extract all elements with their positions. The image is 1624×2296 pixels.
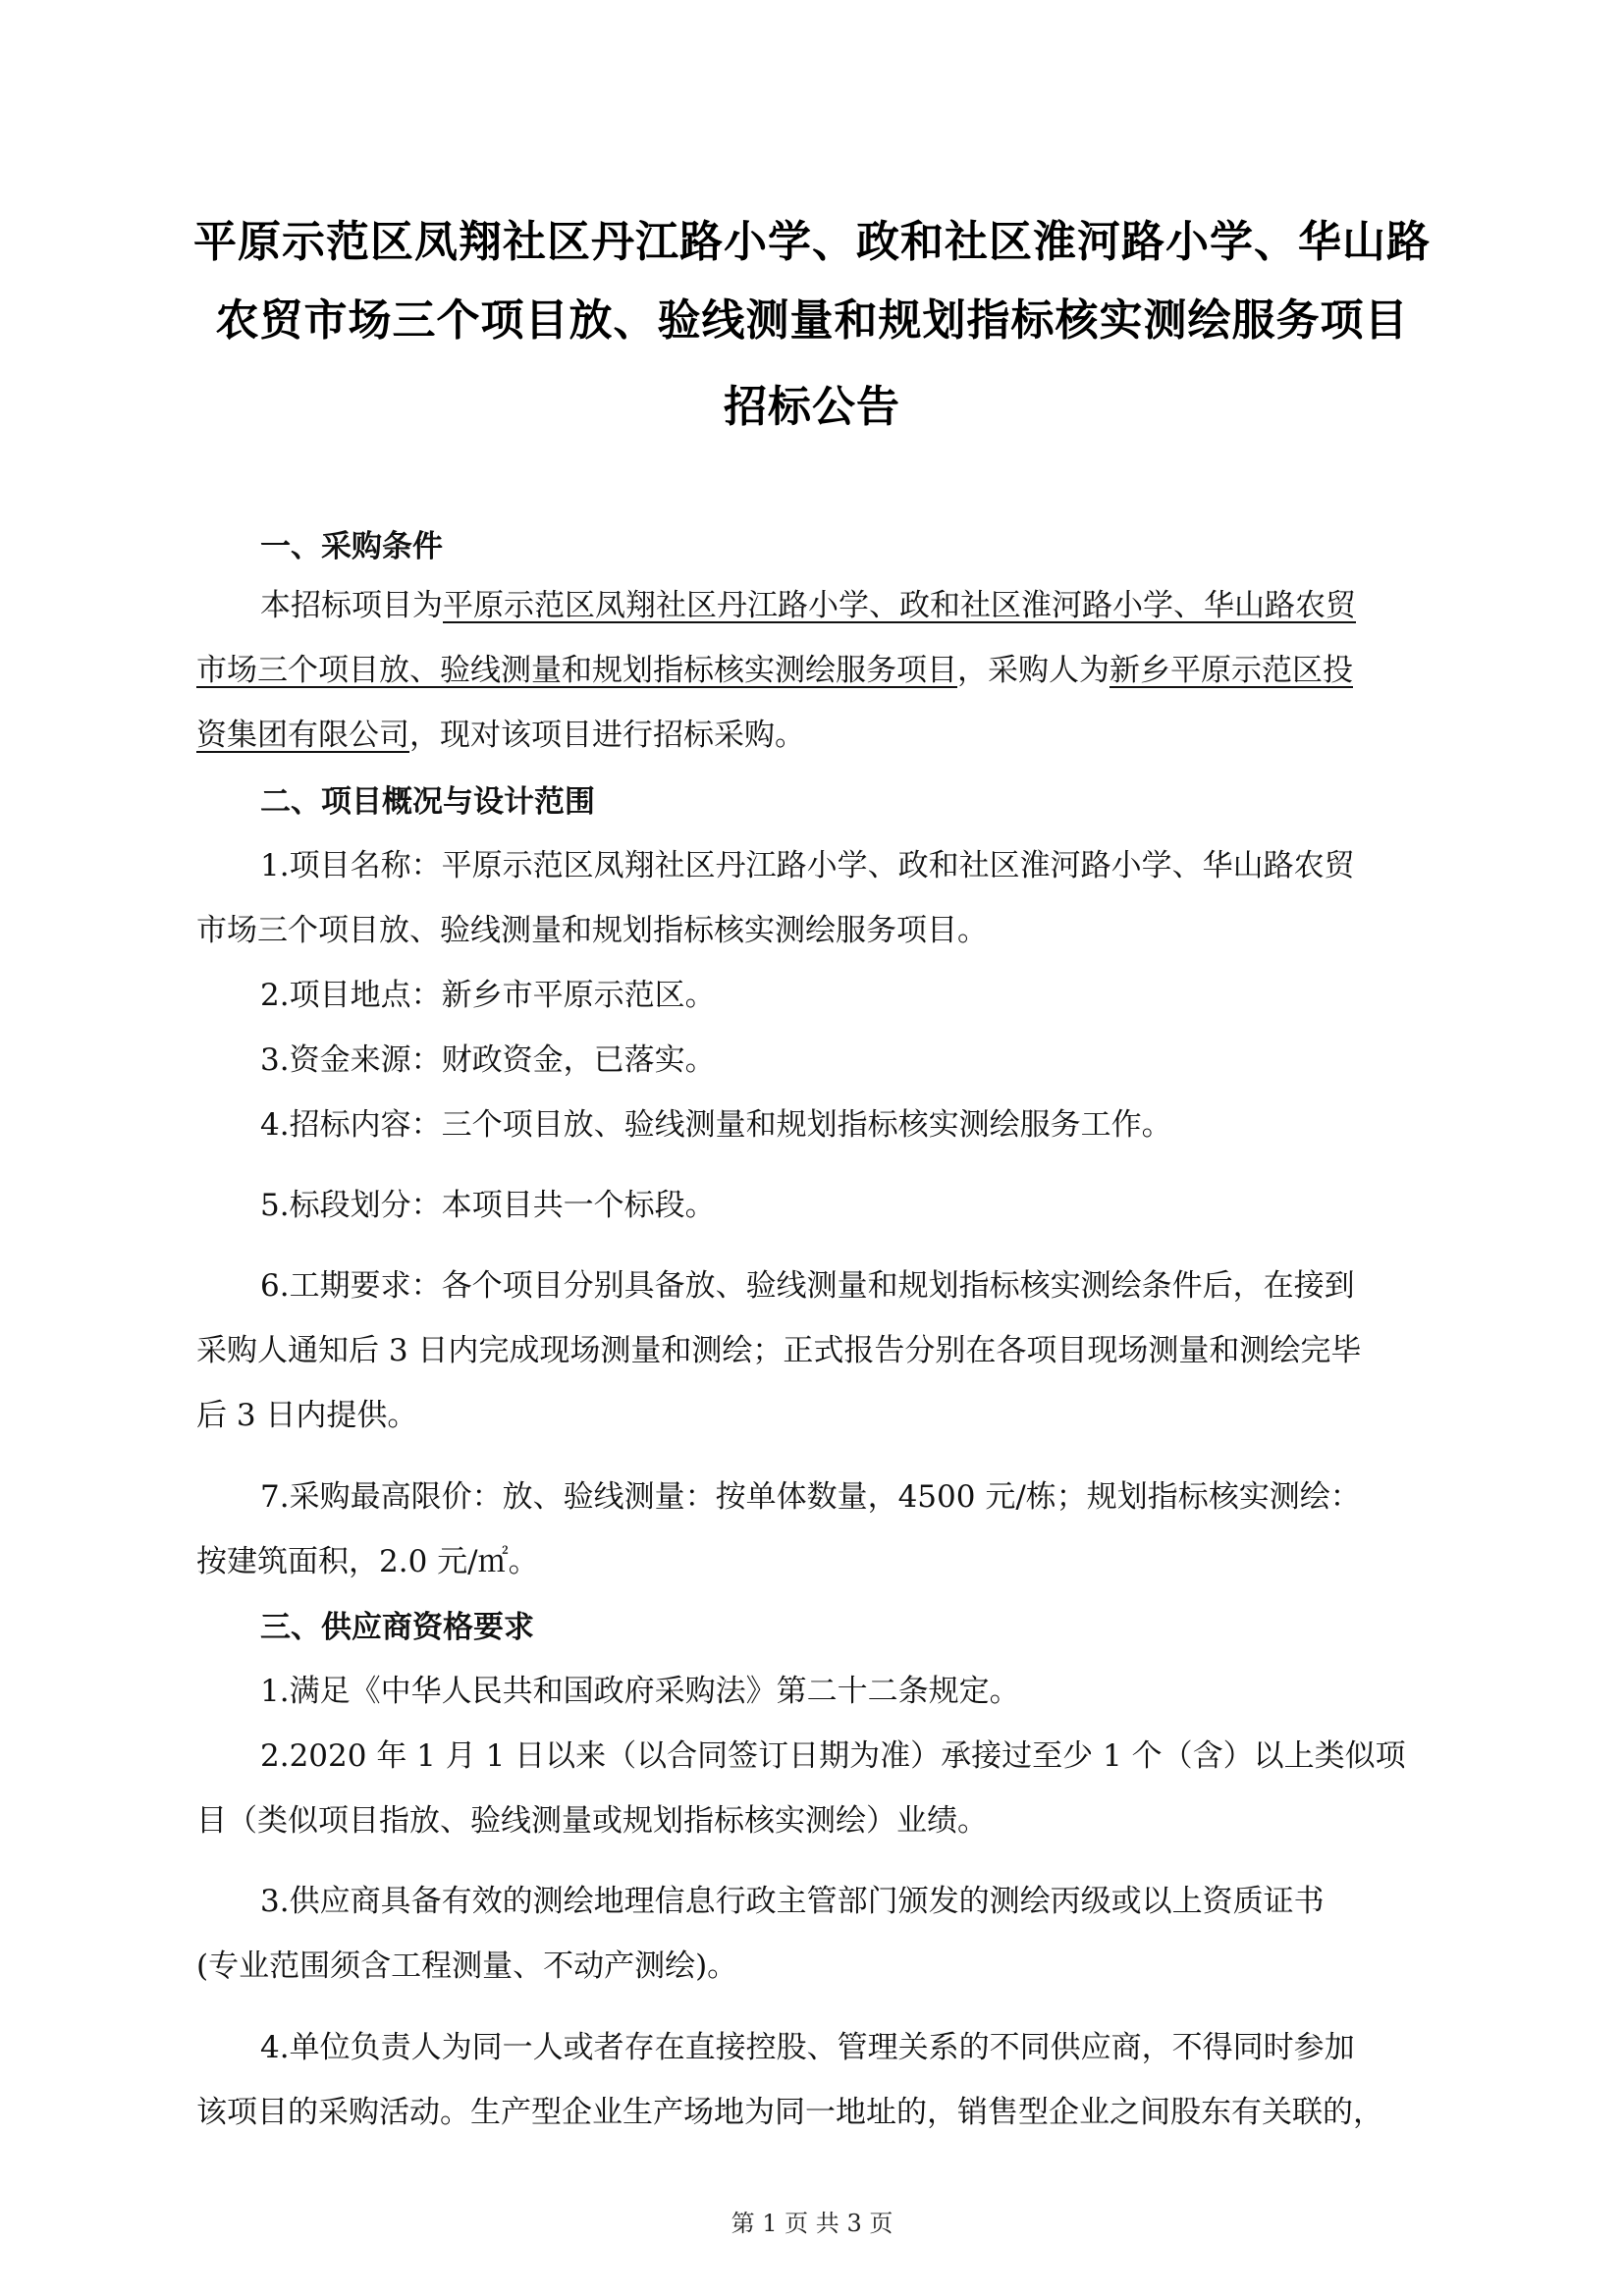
purchaser-name-underlined: 资集团有限公司 — [196, 718, 409, 753]
item-bid-content: 4.招标内容：三个项目放、验线测量和规划指标核实测绘服务工作。 — [260, 1107, 1172, 1143]
item-procurement-law: 1.满足《中华人民共和国政府采购法》第二十二条规定。 — [260, 1674, 1020, 1709]
section-heading-project-overview: 二、项目概况与设计范围 — [260, 784, 595, 820]
text-span: ，现对该项目进行招标采购。 — [409, 718, 805, 753]
item-price-limit-line-2: 按建筑面积，2.0 元/㎡。 — [196, 1544, 539, 1579]
title-line-3: 招标公告 — [724, 382, 900, 432]
text-span: 本招标项目为 — [260, 588, 443, 623]
text-span: ，采购人为 — [957, 653, 1110, 688]
item-lot-division: 5.标段划分：本项目共一个标段。 — [260, 1188, 716, 1223]
page-footer: 第 1 页 共 3 页 — [731, 2210, 893, 2237]
item-project-name-line-2: 市场三个项目放、验线测量和规划指标核实测绘服务项目。 — [196, 913, 988, 948]
section-heading-supplier-qualifications: 三、供应商资格要求 — [260, 1610, 534, 1645]
title-line-2: 农贸市场三个项目放、验线测量和规划指标核实测绘服务项目 — [215, 295, 1409, 346]
item-schedule-line-2: 采购人通知后 3 日内完成现场测量和测绘；正式报告分别在各项目现场测量和测绘完毕 — [196, 1333, 1362, 1368]
project-name-underlined: 市场三个项目放、验线测量和规划指标核实测绘服务项目 — [196, 653, 957, 688]
section-heading-procurement-conditions: 一、采购条件 — [260, 529, 443, 564]
item-schedule-line-3: 后 3 日内提供。 — [196, 1398, 418, 1433]
project-name-underlined: 平原示范区凤翔社区丹江路小学、政和社区淮河路小学、华山路农贸 — [443, 588, 1356, 623]
item-experience-line-1: 2.2020 年 1 月 1 日以来（以合同签订日期为准）承接过至少 1 个（含）以上类似项 — [260, 1738, 1406, 1774]
item-schedule-line-1: 6.工期要求：各个项目分别具备放、验线测量和规划指标核实测绘条件后，在接到 — [260, 1268, 1355, 1304]
item-project-location: 2.项目地点：新乡市平原示范区。 — [260, 978, 716, 1013]
item-relationship-line-1: 4.单位负责人为同一人或者存在直接控股、管理关系的不同供应商，不得同时参加 — [260, 2030, 1355, 2065]
item-relationship-line-2: 该项目的采购活动。生产型企业生产场地为同一地址的，销售型企业之间股东有关联的， — [196, 2095, 1383, 2130]
paragraph-line — [196, 716, 1453, 755]
purchaser-name-underlined: 新乡平原示范区投 — [1110, 653, 1353, 688]
paragraph-line — [260, 586, 1517, 625]
item-price-limit-line-1: 7.采购最高限价：放、验线测量：按单体数量，4500 元/栋；规划指标核实测绘： — [260, 1479, 1361, 1515]
item-fund-source: 3.资金来源：财政资金，已落实。 — [260, 1042, 716, 1078]
paragraph-line — [196, 651, 1453, 690]
title-line-1: 平原示范区凤翔社区丹江路小学、政和社区淮河路小学、华山路 — [193, 217, 1431, 267]
item-certificate-line-2: (专业范围须含工程测量、不动产测绘)。 — [196, 1949, 738, 1984]
item-project-name-line-1: 1.项目名称：平原示范区凤翔社区丹江路小学、政和社区淮河路小学、华山路农贸 — [260, 848, 1355, 883]
item-experience-line-2: 目（类似项目指放、验线测量或规划指标核实测绘）业绩。 — [196, 1803, 988, 1839]
item-certificate-line-1: 3.供应商具备有效的测绘地理信息行政主管部门颁发的测绘丙级或以上资质证书 — [260, 1884, 1325, 1919]
